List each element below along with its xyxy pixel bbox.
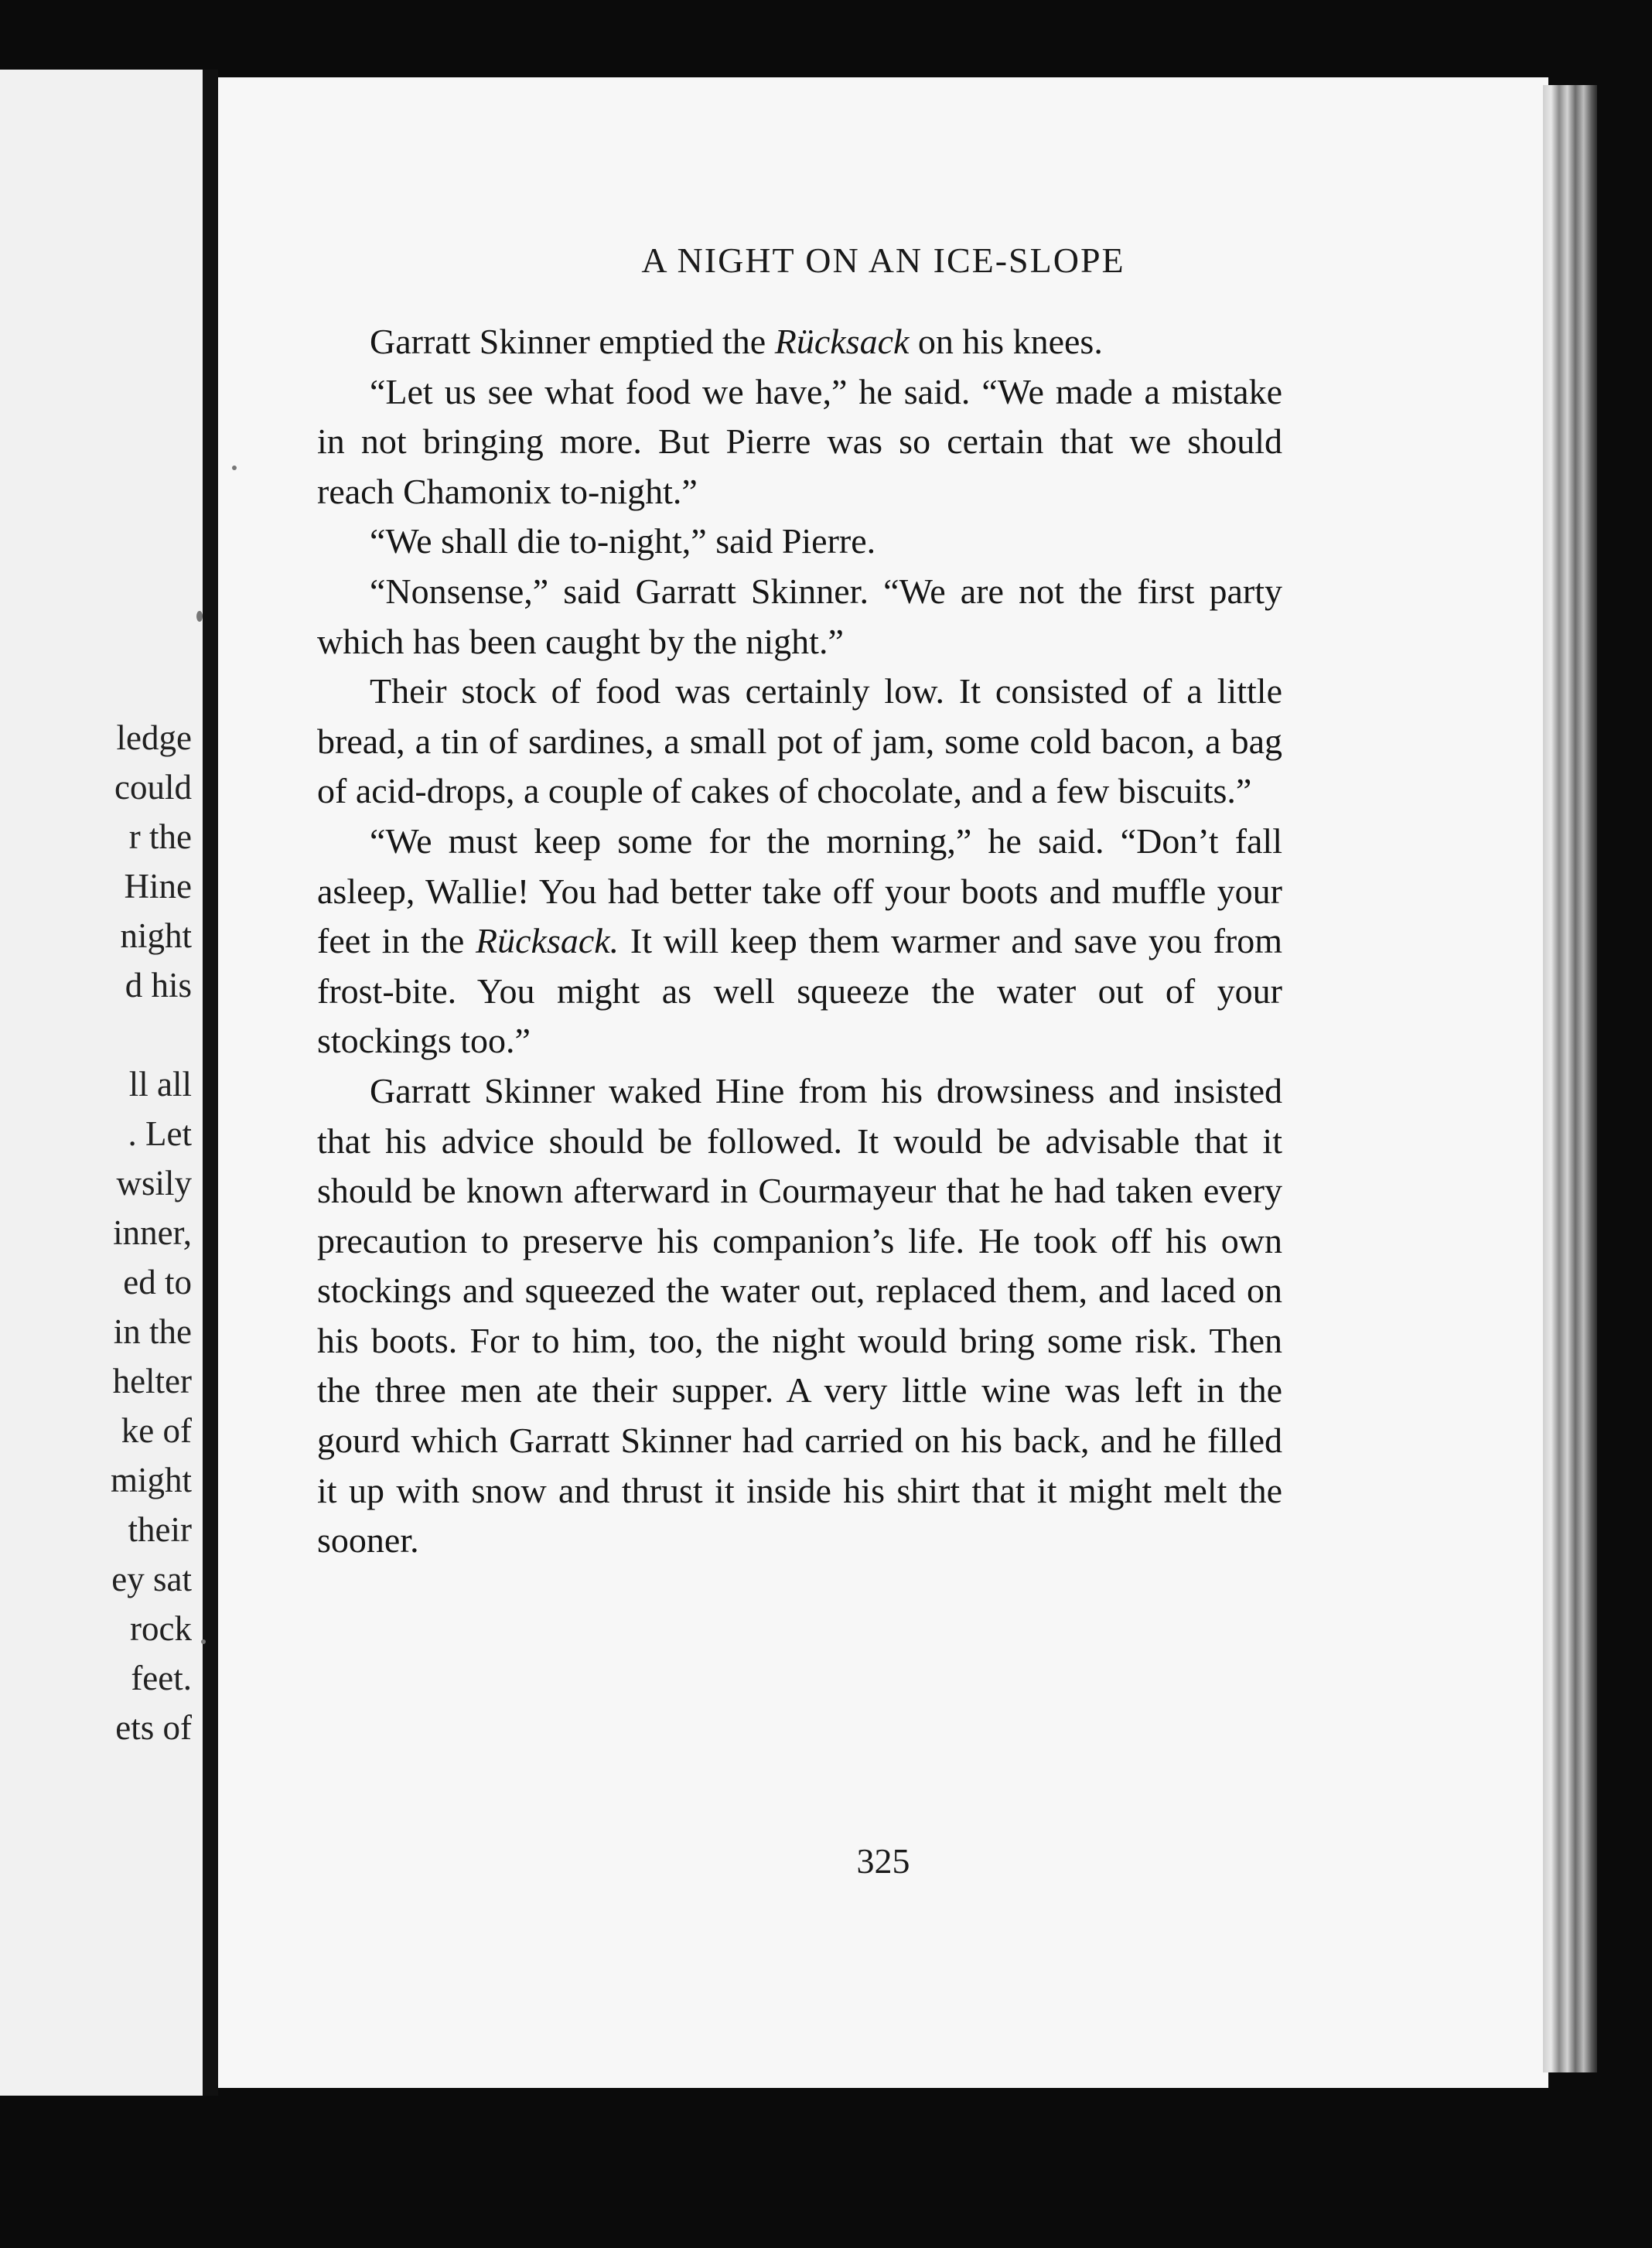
paragraph: “We shall die to-night,” said Pierre. bbox=[370, 521, 876, 561]
left-page-line: rock bbox=[130, 1609, 192, 1648]
left-page-line: feet. bbox=[131, 1659, 192, 1697]
italic-word: Rücksack. bbox=[476, 921, 620, 961]
left-page-line: ets of bbox=[115, 1708, 192, 1747]
left-page-line: ed to bbox=[123, 1263, 192, 1301]
left-page-line: d his bbox=[125, 966, 192, 1005]
left-page-line: r the bbox=[128, 817, 192, 856]
left-page-line: ey sat bbox=[111, 1560, 192, 1598]
left-page-line: inner, bbox=[113, 1213, 192, 1252]
left-page-line: might bbox=[110, 1461, 192, 1499]
left-page bbox=[0, 70, 203, 2096]
scan-speck bbox=[196, 611, 203, 622]
left-page-line: wsily bbox=[116, 1164, 192, 1202]
left-page-line: night bbox=[120, 916, 192, 955]
left-page-line: their bbox=[128, 1510, 192, 1549]
book-spine bbox=[203, 70, 218, 2096]
paragraph: “We must keep some for the morning,” he said. “Don’t fall asleep, Wallie! You had better take off your boots and muffle your feet in the Rücksack. It will keep them warmer and save you from frost-bite. You might as well squeeze the water out of your stockings too.” bbox=[317, 820, 1282, 1061]
page-edge bbox=[1543, 85, 1597, 2072]
paragraph: Garratt Skinner emptied the Rücksack on his knees. bbox=[370, 322, 1103, 361]
paragraph: “Let us see what food we have,” he said. “We made a mistake in not bringing more. But Pierre was so certain that we should reach Chamonix to-night.” bbox=[317, 371, 1282, 511]
body-text bbox=[317, 317, 1282, 1566]
scan-speck bbox=[201, 1639, 206, 1644]
left-page-line: ke of bbox=[121, 1411, 192, 1450]
paragraph: “Nonsense,” said Garratt Skinner. “We are not the first party which has been caught by the night.” bbox=[317, 571, 1282, 661]
left-page-line: . Let bbox=[128, 1114, 192, 1153]
left-page-line: ll all bbox=[128, 1065, 192, 1104]
left-page-line: Hine bbox=[124, 867, 192, 906]
running-head: A NIGHT ON AN ICE-SLOPE bbox=[641, 240, 1125, 280]
left-page-line: ledge bbox=[116, 718, 192, 757]
page-number: 325 bbox=[856, 1841, 910, 1881]
paragraph: Garratt Skinner waked Hine from his drowsiness and insisted that his advice should be followed. It would be advisable that it should be known afterward in Courmayeur that he had taken every precaution to preserve his companion’s life. He took off his own stockings and squeezed the water out, replaced them, and laced on his boots. For to him, too, the night would bring some risk. Then the three men ate their supper. A very little wine was left in the gourd which Garratt Skinner had carried on his back, and he filled it up with snow and thrust it inside his shirt that it might melt the sooner. bbox=[317, 1070, 1282, 1561]
paragraph: Their stock of food was certainly low. It consisted of a little bread, a tin of sardines, a small pot of jam, some cold bacon, a bag of acid-drops, a couple of cakes of chocolate, and a few biscuits.” bbox=[317, 671, 1282, 811]
left-page-line: helter bbox=[112, 1362, 192, 1400]
left-page-line: in the bbox=[113, 1312, 192, 1351]
left-page-line: could bbox=[114, 768, 192, 807]
italic-word: Rücksack bbox=[774, 322, 910, 361]
scan-speck bbox=[232, 466, 237, 470]
